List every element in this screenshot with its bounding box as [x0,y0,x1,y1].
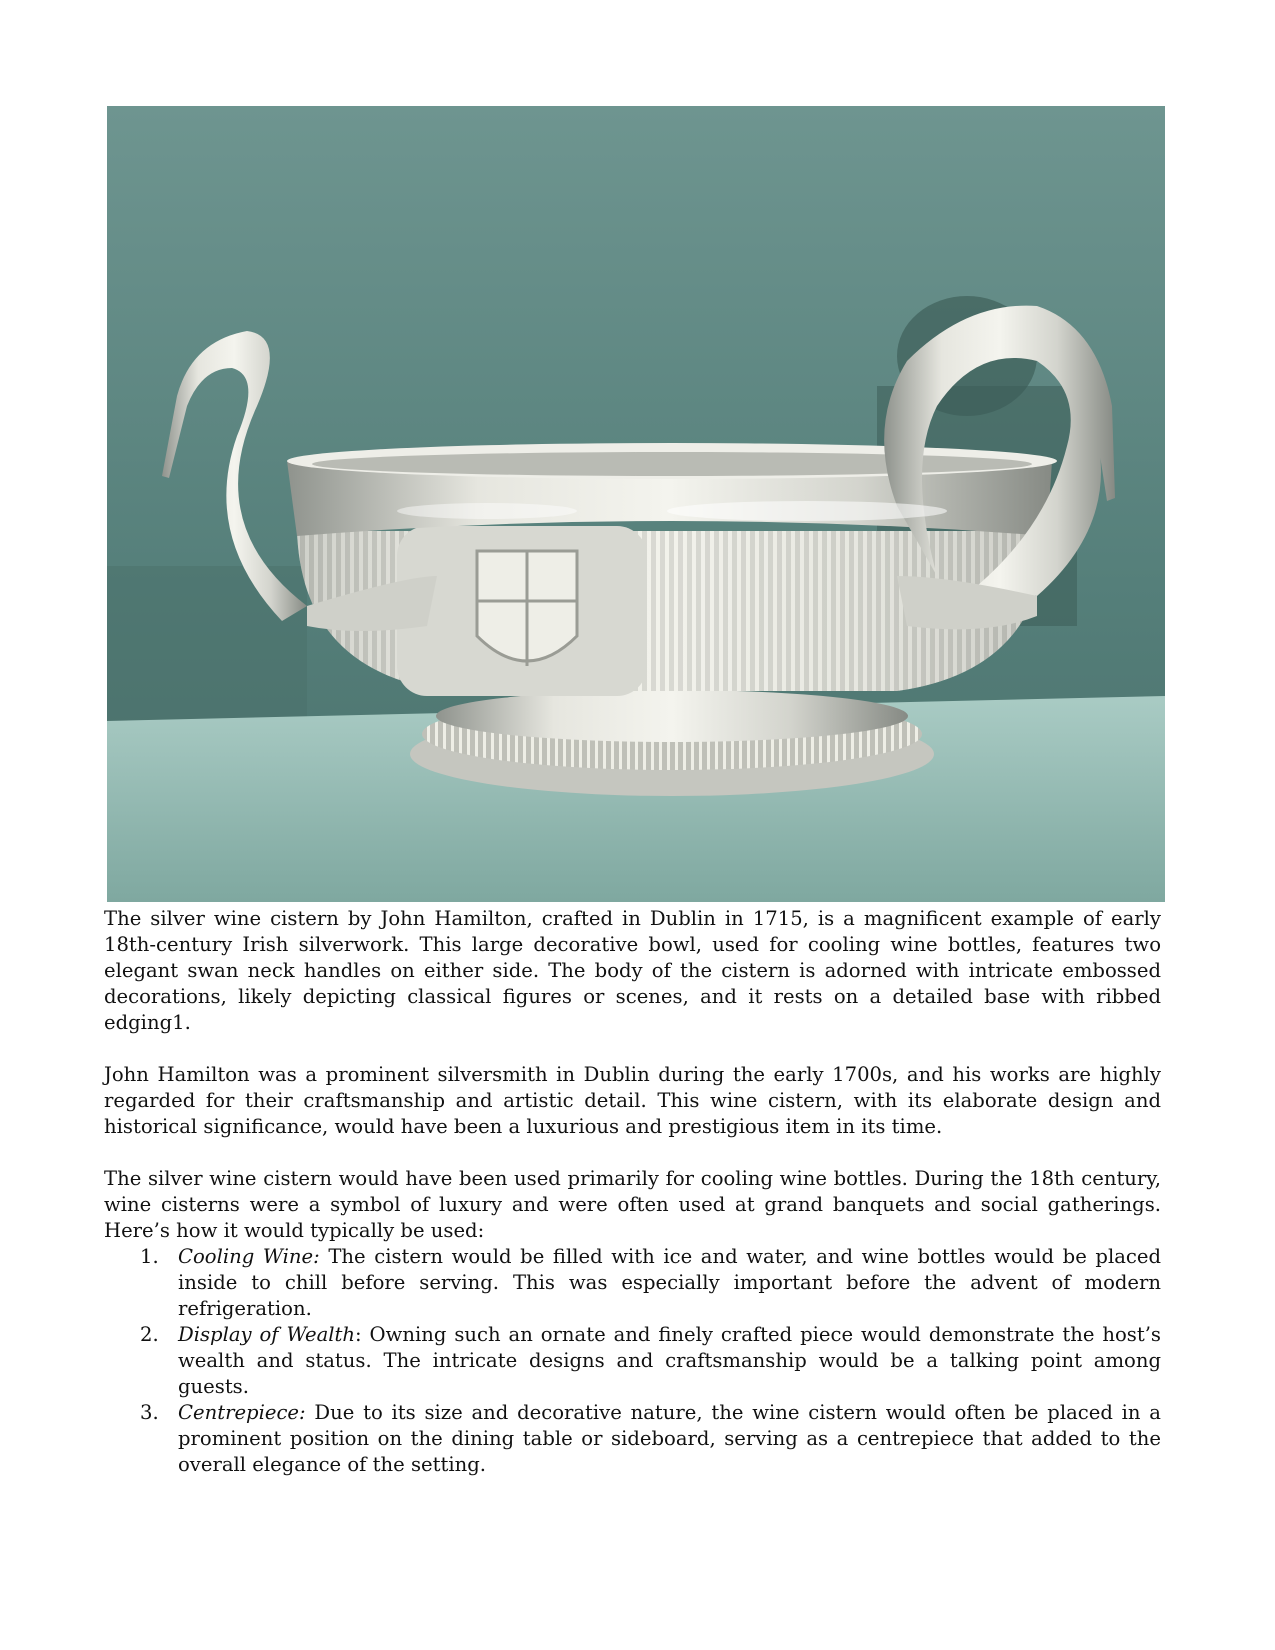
list-number: 3. [140,1401,159,1424]
paragraph-intro: The silver wine cistern by John Hamilton, crafted in Dublin in 1715, is a magnificent example of early 18th-century Irish silverwork. This large decorative bowl, used for cooling wine bottles, features two elegant swan neck handles on either side. The body of the cistern is adorned with intricate embossed decorations, likely depicting classical figures or scenes, and it rests on a detailed base with ribbed edging1. [104,907,1161,1034]
paragraph-usage: The silver wine cistern would have been used primarily for cooling wine bottles. During the 18th century, wine cisterns were a symbol of luxury and were often used at grand banquets and social gatherings. Here’s how it would typically be used: [104,1167,1161,1242]
list-text: Due to its size and decorative nature, the wine cistern would often be placed in a prominent position on the dining table or sideboard, serving as a centrepiece that added to the overall elegance of the setting. [178,1401,1161,1476]
list-term: Centrepiece: [178,1401,306,1424]
article-text [104,906,1161,1478]
wine-cistern-photo [107,106,1165,902]
list-term: Display of Wealth [178,1323,356,1346]
list-term: Cooling Wine: [178,1245,320,1268]
list-item [104,1322,1161,1400]
wine-cistern-illustration [107,106,1165,902]
list-item [104,1244,1161,1322]
paragraph-hamilton: John Hamilton was a prominent silversmith in Dublin during the early 1700s, and his works are highly regarded for their craftsmanship and artistic detail. This wine cistern, with its elaborate design and historical significance, would have been a luxurious and prestigious item in its time. [104,1063,1161,1138]
list-number: 1. [140,1245,159,1268]
list-text: The cistern would be filled with ice and water, and wine bottles would be placed inside to chill before serving. This was especially important before the advent of modern refrigeration. [178,1245,1162,1320]
list-text: : Owning such an ornate and finely crafted piece would demonstrate the host’s wealth and status. The intricate designs and craftsmanship would be a talking point among guests. [178,1323,1161,1398]
list-number: 2. [140,1323,159,1346]
list-item [104,1400,1161,1478]
usage-list [104,1244,1161,1478]
